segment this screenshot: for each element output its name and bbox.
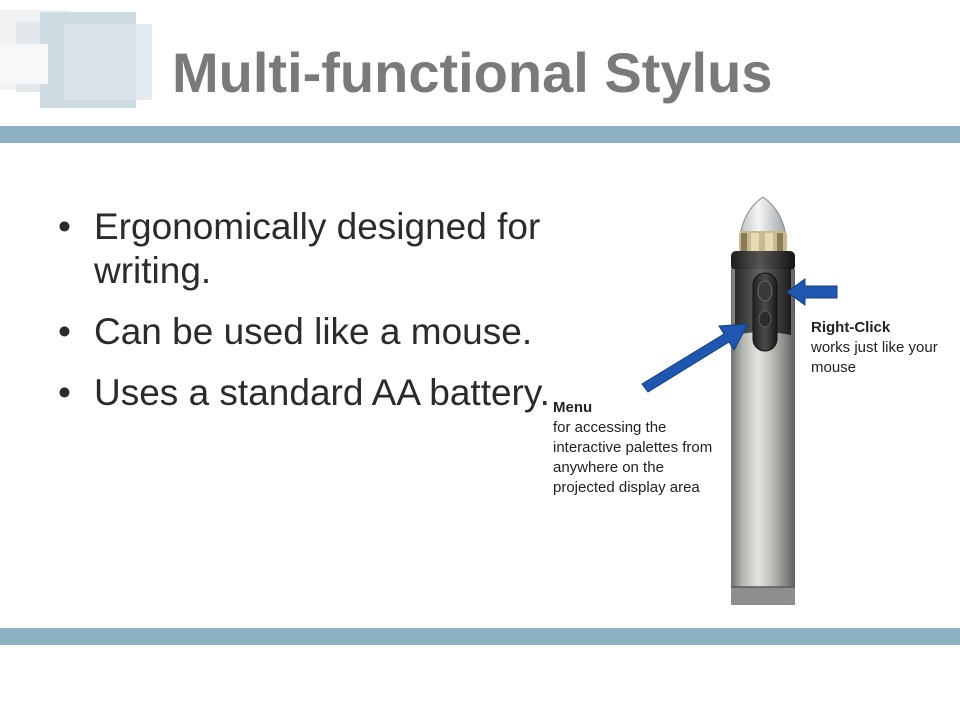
bullet-text: Ergonomically designed for writing.: [94, 206, 541, 291]
menu-callout-text: for accessing the interactive palettes from anywhere on the projected display area: [553, 419, 713, 496]
slide-title: Multi-functional Stylus: [172, 41, 773, 104]
bullet-item: [58, 205, 558, 293]
menu-callout: [553, 398, 723, 498]
bottom-divider-band: [0, 628, 960, 645]
right-click-callout-heading: Right-Click: [811, 319, 891, 336]
right-click-callout-text: works just like your mouse: [811, 339, 938, 376]
menu-callout-heading: Menu: [553, 399, 593, 416]
decorative-square: [64, 24, 152, 100]
stylus-pen-image: [725, 195, 801, 610]
bullet-item: [58, 371, 558, 415]
decorative-square: [0, 44, 48, 84]
right-click-callout: [811, 318, 951, 378]
bullet-item: [58, 310, 558, 354]
bullet-icon: •: [58, 311, 71, 352]
bullet-text: Uses a standard AA battery.: [94, 372, 550, 413]
menu-arrow: [636, 318, 754, 394]
bullet-icon: •: [58, 206, 71, 247]
top-divider-band: [0, 126, 960, 143]
right-click-arrow: [783, 277, 843, 307]
bullet-text: Can be used like a mouse.: [94, 311, 533, 352]
bullet-list: [58, 205, 558, 432]
bullet-icon: •: [58, 372, 71, 413]
